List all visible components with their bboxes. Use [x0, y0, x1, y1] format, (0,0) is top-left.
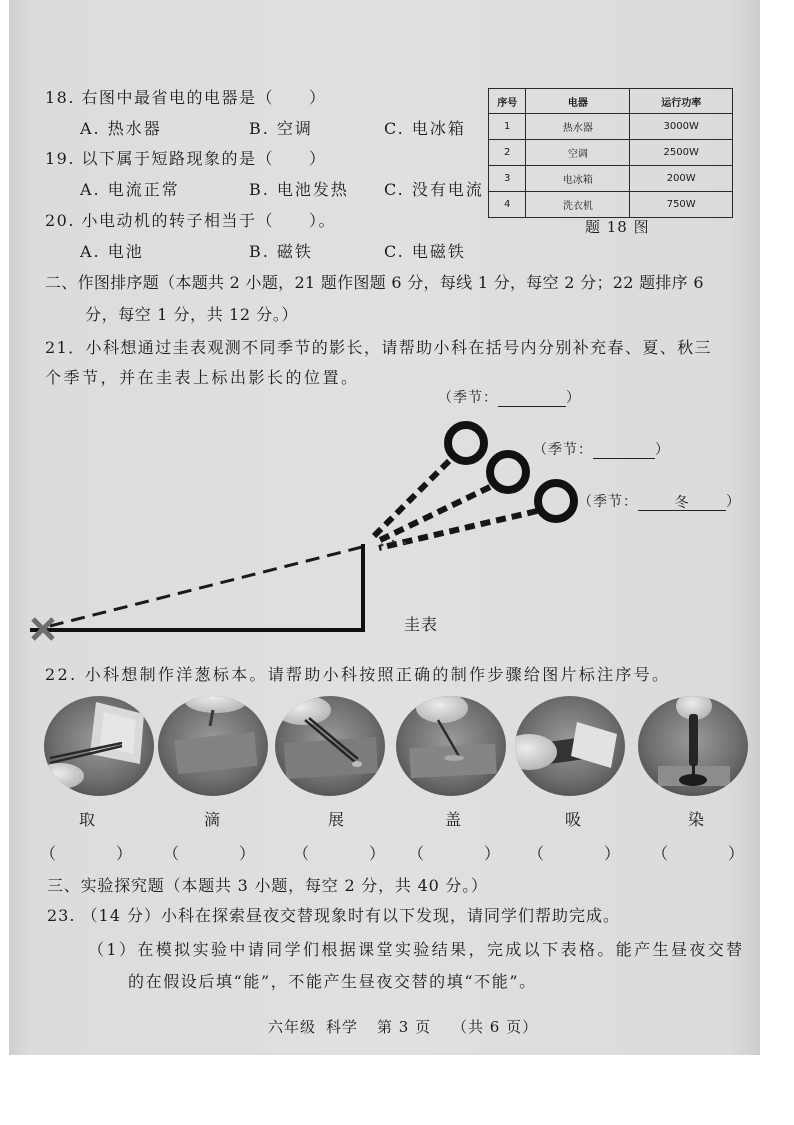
stain-drop-shape — [679, 774, 707, 786]
table-row — [489, 140, 733, 166]
step-answer-blank-2[interactable]: （ ） — [163, 844, 259, 863]
q21-stem-cont: 个季节，并在圭表上标出影长的位置。 — [45, 368, 360, 387]
table-header: 电器 — [526, 89, 630, 114]
table-caption: 题 18 图 — [585, 218, 650, 236]
table-cell: 电冰箱 — [526, 166, 630, 192]
q20-option-a: A. 电池 — [80, 242, 144, 261]
table-cell: 2500W — [630, 140, 733, 166]
step-label-5: 吸 — [565, 810, 582, 829]
table-header: 运行功率 — [630, 89, 733, 114]
gnomon-label: 圭表 — [404, 615, 439, 634]
step-photo-5 — [515, 696, 625, 796]
dropper-shape — [689, 714, 698, 766]
step-photo-2 — [158, 696, 268, 796]
table-header: 序号 — [489, 89, 526, 114]
table-cell: 热水器 — [526, 114, 630, 140]
season-open: （季节： — [533, 442, 593, 458]
q20-option-c: C. 电磁铁 — [384, 242, 466, 261]
step-answer-blank-1[interactable]: （ ） — [40, 844, 136, 863]
step-answer-blank-6[interactable]: （ ） — [652, 844, 748, 863]
hand-shape — [275, 696, 331, 725]
footer-page-number: 第 3 页 — [377, 1018, 432, 1036]
cover-slip-shape — [444, 755, 464, 761]
table-cell: 2 — [489, 140, 526, 166]
table-cell: 1 — [489, 114, 526, 140]
table-cell: 3 — [489, 166, 526, 192]
q23-stem: 23. （14 分）小科在探索昼夜交替现象时有以下发现，请同学们帮助完成。 — [47, 906, 620, 925]
q18-option-c: C. 电冰箱 — [384, 119, 466, 138]
section-2-heading-cont: 分，每空 1 分，共 12 分。） — [85, 305, 299, 324]
footer-total-pages: （共 6 页） — [452, 1018, 539, 1036]
q19-option-b: B. 电池发热 — [249, 180, 349, 199]
season-blank-1[interactable] — [498, 390, 566, 407]
step-photo-1 — [44, 696, 154, 796]
table-row — [489, 114, 733, 140]
season-blank-3[interactable]: 冬 — [638, 494, 726, 511]
q22-stem: 22. 小科想制作洋葱标本。请帮助小科按照正确的制作步骤给图片标注序号。 — [45, 665, 671, 684]
footer-subject: 科学 — [326, 1018, 359, 1036]
q20-stem: 20. 小电动机的转子相当于（ ）。 — [45, 211, 337, 230]
season-open: （季节： — [438, 390, 498, 406]
q23-part1-text-cont: 的在假设后填“能”，不能产生昼夜交替的填“不能”。 — [128, 972, 537, 991]
season-close: ） — [566, 390, 581, 406]
step-answer-blank-5[interactable]: （ ） — [528, 844, 624, 863]
table-cell: 洗衣机 — [526, 192, 630, 218]
step-answer-blank-4[interactable]: （ ） — [408, 844, 504, 863]
season-close: ） — [655, 442, 670, 458]
q18-option-a: A. 热水器 — [80, 119, 162, 138]
section-3-heading: 三、实验探究题（本题共 3 小题，每空 2 分，共 40 分。） — [47, 876, 488, 895]
q21-stem: 21．小科想通过圭表观测不同季节的影长，请帮助小科在括号内分别补充春、夏、秋三 — [45, 338, 712, 357]
table-cell: 空调 — [526, 140, 630, 166]
q23-part1-text: （1）在模拟实验中请同学们根据课堂实验结果，完成以下表格。能产生昼夜交替 — [88, 940, 745, 959]
step-photo-6 — [638, 696, 748, 796]
step-answer-blank-3[interactable]: （ ） — [293, 844, 389, 863]
q18-option-b: B. 空调 — [249, 119, 313, 138]
season-open: （季节： — [578, 494, 638, 510]
season-close: ） — [726, 494, 741, 510]
step-label-4: 盖 — [445, 810, 462, 829]
season-label-1 — [438, 389, 581, 407]
step-label-3: 展 — [328, 810, 345, 829]
table-cell: 750W — [630, 192, 733, 218]
q18-stem: 18. 右图中最省电的电器是（ ） — [45, 88, 327, 107]
footer-grade: 六年级 — [268, 1018, 317, 1036]
season-label-2 — [533, 441, 670, 459]
q19-stem: 19. 以下属于短路现象的是（ ） — [45, 149, 327, 168]
onion-skin-shape — [352, 761, 362, 767]
season-label-3 — [578, 493, 741, 511]
step-photo-4 — [396, 696, 506, 796]
q19-option-c: C. 没有电流 — [384, 180, 484, 199]
table-cell: 200W — [630, 166, 733, 192]
q19-option-a: A. 电流正常 — [80, 180, 180, 199]
q20-option-b: B. 磁铁 — [249, 242, 313, 261]
step-label-1: 取 — [79, 810, 96, 829]
appliance-power-table — [488, 88, 733, 218]
table-row — [489, 192, 733, 218]
step-label-6: 染 — [688, 810, 705, 829]
section-2-heading: 二、作图排序题（本题共 2 小题，21 题作图题 6 分，每线 1 分，每空 2 分；22 题排序 6 — [45, 273, 704, 292]
season-blank-2[interactable] — [593, 442, 655, 459]
table-cell: 4 — [489, 192, 526, 218]
step-label-2: 滴 — [204, 810, 221, 829]
table-row — [489, 166, 733, 192]
table-header-row — [489, 89, 733, 114]
step-photo-3 — [275, 696, 385, 796]
table-cell: 3000W — [630, 114, 733, 140]
